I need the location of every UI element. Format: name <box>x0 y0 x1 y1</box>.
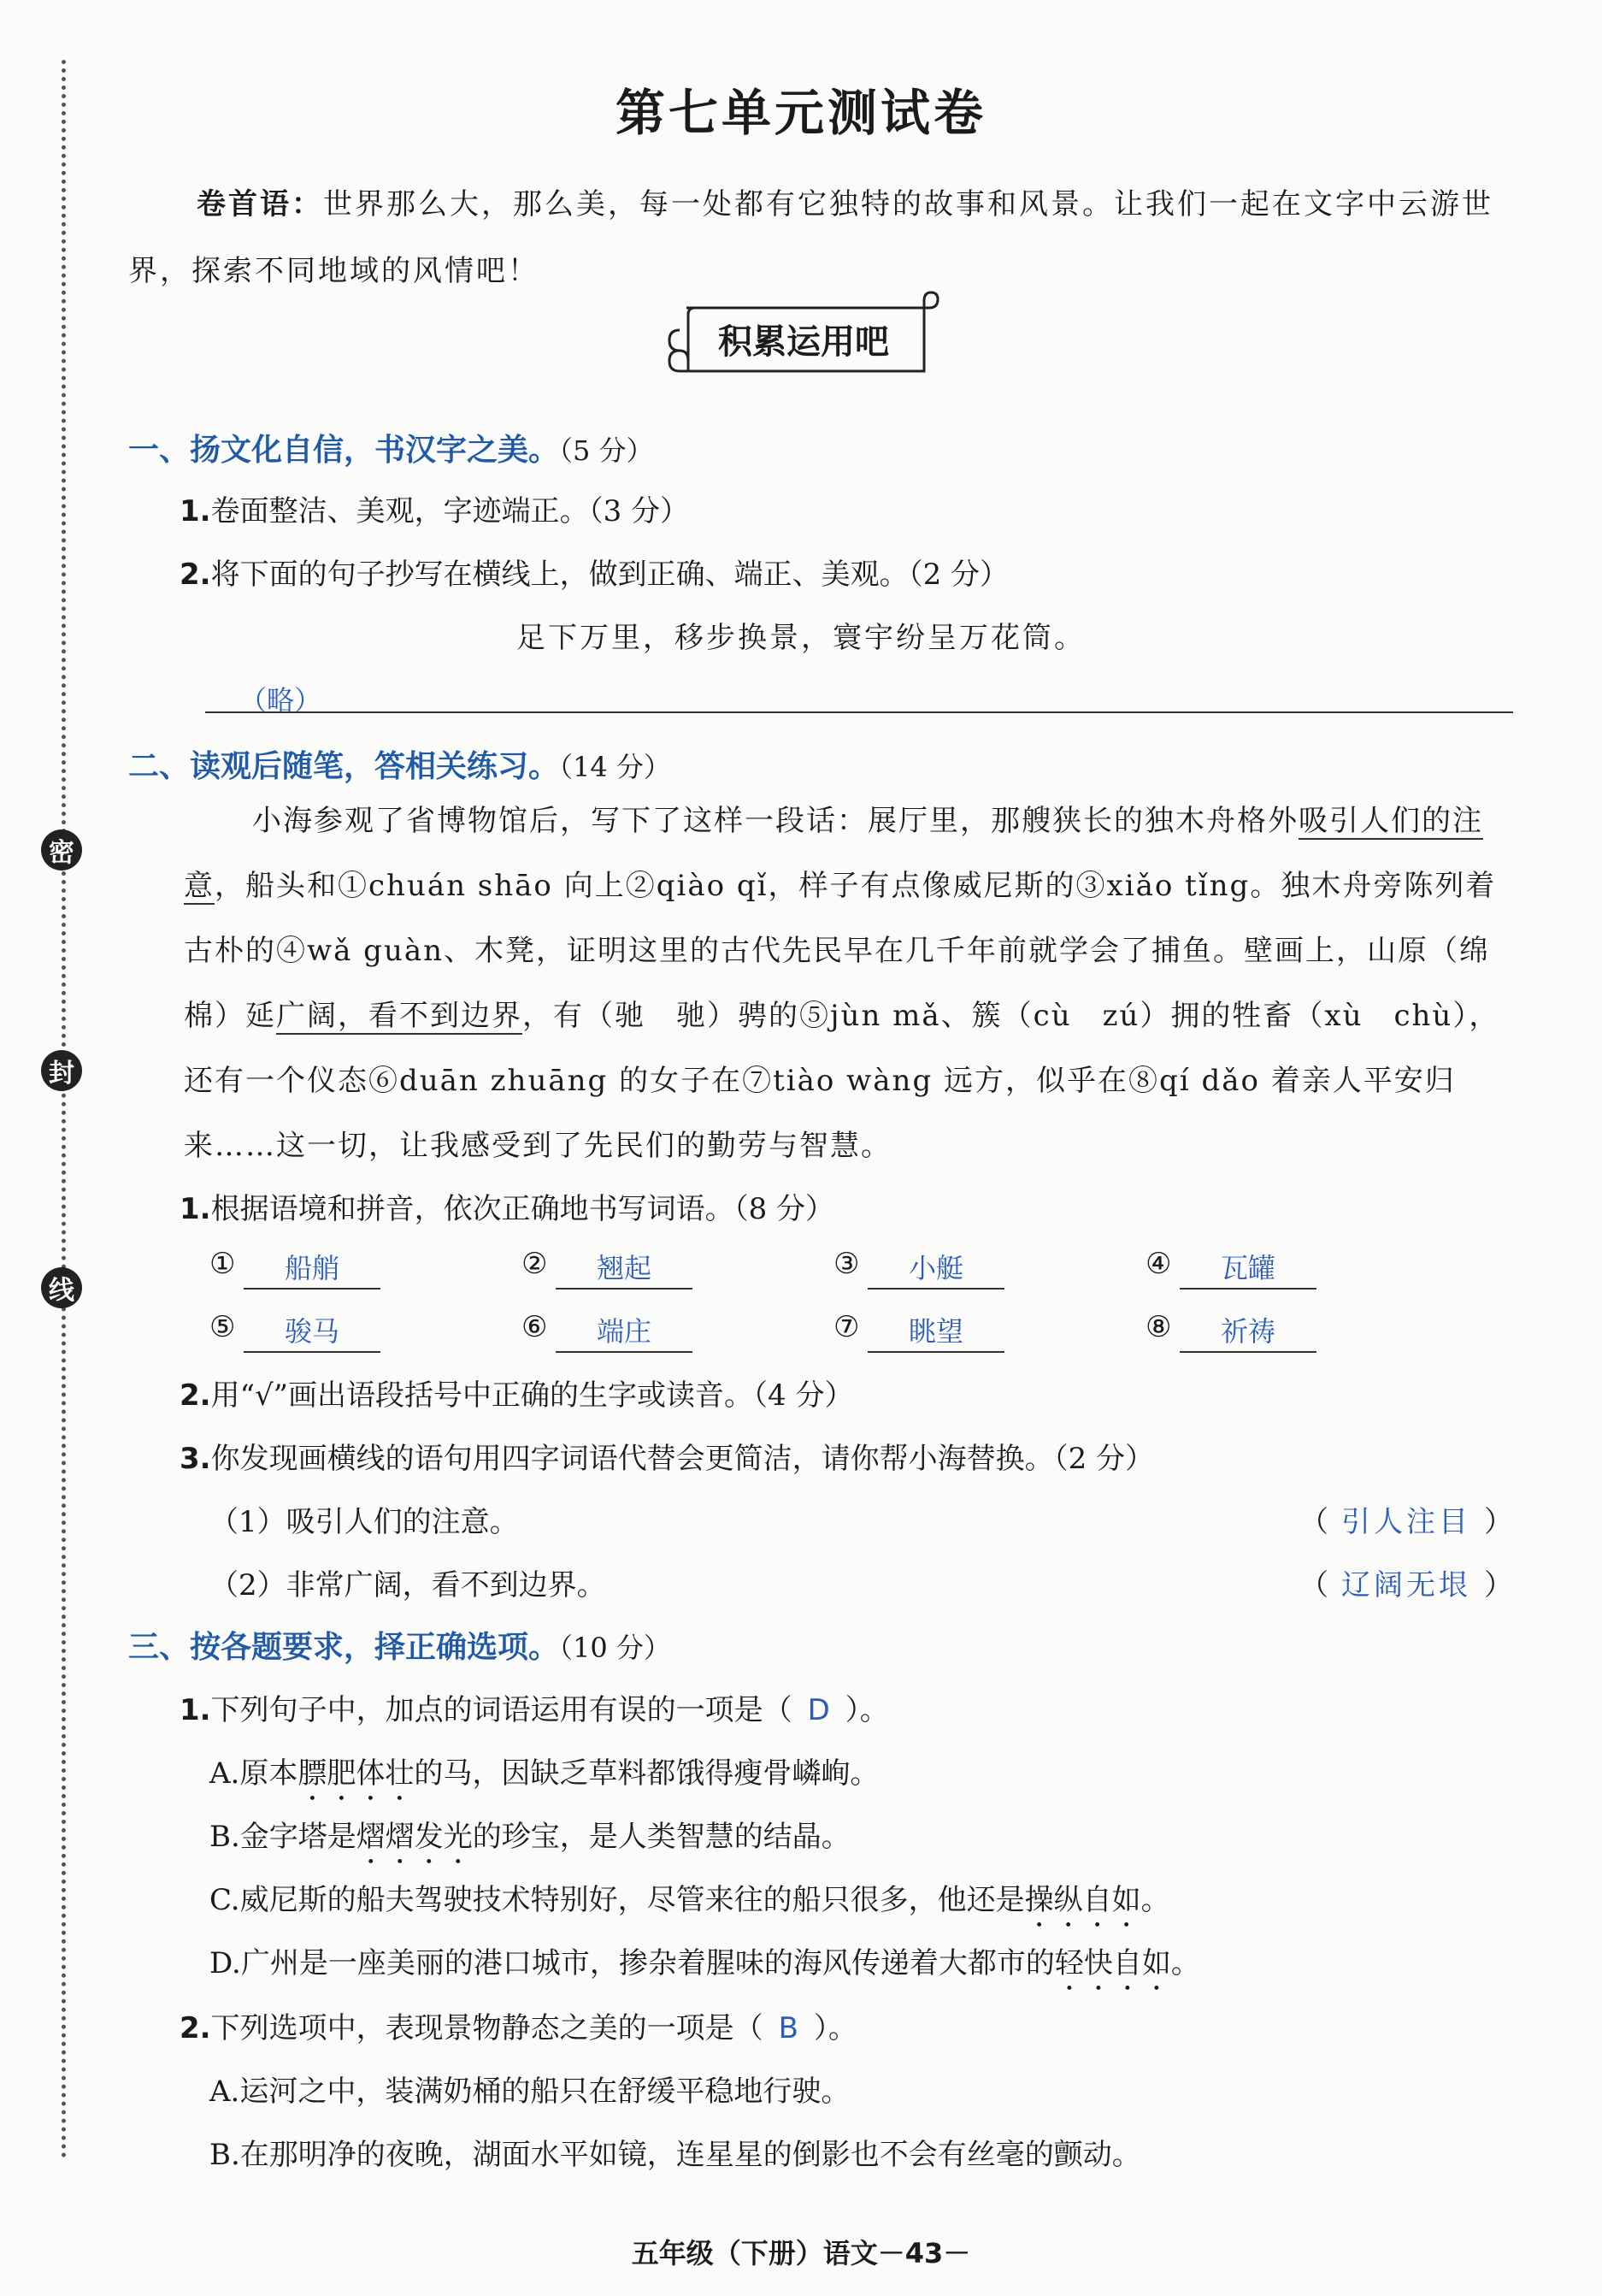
preface-label: 卷首语： <box>197 187 323 221</box>
preface-text: 世界那么大，那么美，每一处都有它独特的故事和风景。让我们一起在文字中云游世界，探索不同地域的风情吧！ <box>128 187 1493 288</box>
section2-title: 二、读观后随笔，答相关练习。 <box>128 749 560 784</box>
blank-answer: 祈祷 <box>1180 1310 1316 1353</box>
blank-label: ⑤ <box>209 1310 236 1344</box>
seal-mark-xian: 线 <box>41 1267 82 1308</box>
blank-label: ④ <box>1146 1247 1172 1281</box>
blank-label: ⑥ <box>521 1310 548 1344</box>
choice-answer: D <box>807 1693 830 1727</box>
option-text: B.金字塔是 <box>209 1820 356 1854</box>
q-text: 用“√”画出语段括号中正确的生字或读音。（4 分） <box>210 1378 854 1413</box>
copy-line <box>205 711 1513 713</box>
option-c <box>209 1876 1170 1934</box>
q-number: 1. <box>180 494 211 528</box>
section1-title: 一、扬文化自信，书汉字之美。 <box>128 433 560 468</box>
underlined-phrase: 的注意 <box>184 804 1483 903</box>
q-number: 2. <box>180 1378 211 1413</box>
option-text: 的珍宝，是人类智慧的结晶。 <box>472 1820 851 1854</box>
option-text: 。 <box>1140 1883 1170 1917</box>
underlined-phrase: 吸引人们 <box>1299 804 1422 838</box>
blank-label: ⑦ <box>833 1310 860 1344</box>
section2-q2 <box>180 1372 853 1414</box>
option-b: B.在那明净的夜晚，湖面水平如镜，连星星的倒影也不会有丝毫的颤动。 <box>209 2138 1141 2172</box>
section2-q3 <box>180 1435 1154 1477</box>
page-footer: 五年级（下册）语文－43－ <box>631 2237 971 2269</box>
blank-label: ③ <box>833 1247 860 1281</box>
blank-answer: 船艄 <box>244 1247 380 1290</box>
seal-mark-mi: 密 <box>41 829 82 871</box>
copy-sentence: 足下万里，移步换景，寰宇纷呈万花筒。 <box>516 621 1086 655</box>
q-text-end: ）。 <box>813 2011 857 2045</box>
option-text: D.广州是一座美丽的港口城市，掺杂着腥味的海风传递着大都市的 <box>209 1946 1055 1980</box>
blank-answer: 瓦罐 <box>1180 1247 1316 1290</box>
section3-heading <box>128 1623 671 1667</box>
blank-label: ⑧ <box>1146 1310 1172 1344</box>
q-text: 下列句子中，加点的词语运用有误的一项是（ <box>210 1693 792 1727</box>
sub-question-1: （1）吸引人们的注意。 <box>209 1505 519 1539</box>
dotted-word: 熠熠发光 <box>356 1820 473 1854</box>
option-text: 的马，因缺乏草料都饿得瘦骨嶙峋。 <box>414 1756 880 1791</box>
q-text: 根据语境和拼音，依次正确地书写词语。（8 分） <box>210 1192 835 1226</box>
option-d <box>209 1939 1200 1998</box>
passage-part: ，船头和①chuán shāo 向上②qiào qǐ，样子有点像威尼斯的③xiǎo tǐng。独木舟旁陈列着古朴的④wǎ guàn、木凳，证明这里的古代先民早在几千年前就学会了捕鱼。壁画上，山原（绵 棉）延 <box>184 869 1522 1033</box>
seal-mark-feng: 封 <box>41 1050 82 1091</box>
copy-answer: （略） <box>239 684 322 717</box>
section2-heading <box>128 742 671 786</box>
section3-title: 三、按各题要求，择正确选项。 <box>128 1630 560 1665</box>
section3-points: （10 分） <box>559 1632 671 1664</box>
passage-part: 小海参观了省博物馆后，写下了这样一段话：展厅里，那艘狭长的独木舟格外 <box>252 804 1299 838</box>
underlined-phrase: 广阔，看不到边界 <box>276 999 522 1033</box>
q-number: 2. <box>180 558 211 592</box>
blank-answer: 骏马 <box>244 1310 380 1353</box>
section1-q1 <box>180 487 689 529</box>
q-text: 将下面的句子抄写在横线上，做到正确、端正、美观。（2 分） <box>210 558 1010 592</box>
section1-points: （5 分） <box>559 434 654 467</box>
passage-part: ，有（驰 驰）骋的⑤jùn mǎ、簇（cù zú）拥的牲畜（xù chù），还有一个仪态⑥duān zhuāng 的女子在⑦tiào wàng 远方，似乎在⑧qí dǎo 着亲人平安归来……这一切，让我感受到了先民们的勤劳与智慧。 <box>184 999 1500 1163</box>
option-a <box>209 1750 879 1808</box>
blank-label: ② <box>521 1247 548 1281</box>
preface <box>128 171 1513 304</box>
dotted-word: 轻快自如 <box>1054 1946 1171 1980</box>
blank-answer: 小艇 <box>868 1247 1004 1290</box>
q-text-end: ）。 <box>845 1693 889 1727</box>
choice-answer: B <box>778 2011 798 2045</box>
dotted-word: 膘肥体壮 <box>297 1756 415 1791</box>
sub-answer-1: （ 引人注目 ） <box>1299 1498 1513 1540</box>
sub-answer-text: 引人注目 <box>1341 1505 1471 1539</box>
option-b <box>209 1813 851 1871</box>
section3-q2 <box>180 2004 857 2046</box>
blank-label: ① <box>209 1247 236 1281</box>
q-number: 1. <box>180 1192 211 1226</box>
q-text: 你发现画横线的语句用四字词语代替会更简洁，请你帮小海替换。（2 分） <box>210 1442 1155 1476</box>
section3-q1 <box>180 1686 889 1728</box>
sub-answer-text: 辽阔无垠 <box>1341 1568 1471 1602</box>
sub-answer-2: （ 辽阔无垠 ） <box>1299 1561 1513 1603</box>
section2-points: （14 分） <box>559 751 671 783</box>
q-text: 下列选项中，表现景物静态之美的一项是（ <box>210 2011 763 2045</box>
q-text: 卷面整洁、美观，字迹端正。（3 分） <box>210 494 690 528</box>
option-text: C.威尼斯的船夫驾驶技术特别好，尽管来往的船只很多，他还是 <box>209 1883 1025 1917</box>
binding-dotted-line <box>62 60 66 2159</box>
dotted-word: 操纵自如 <box>1024 1883 1141 1917</box>
section1-q2 <box>180 551 1009 593</box>
option-a: A.运河之中，装满奶桶的船只在舒缓平稳地行驶。 <box>209 2075 851 2109</box>
section2-q1 <box>180 1185 834 1227</box>
banner-text: 积累运用吧 <box>718 322 889 362</box>
q-number: 1. <box>180 1693 211 1727</box>
sub-question-2: （2）非常广阔，看不到边界。 <box>209 1568 606 1602</box>
q-number: 3. <box>180 1442 211 1476</box>
section1-heading <box>128 426 654 469</box>
blank-answer: 端庄 <box>556 1310 692 1353</box>
blank-answer: 眺望 <box>868 1310 1004 1353</box>
option-text: 。 <box>1170 1946 1200 1980</box>
blank-answer: 翘起 <box>556 1247 692 1290</box>
page-title: 第七单元测试卷 <box>615 84 987 142</box>
q-number: 2. <box>180 2011 211 2045</box>
reading-passage <box>184 788 1522 1178</box>
option-text: A.原本 <box>209 1756 298 1791</box>
